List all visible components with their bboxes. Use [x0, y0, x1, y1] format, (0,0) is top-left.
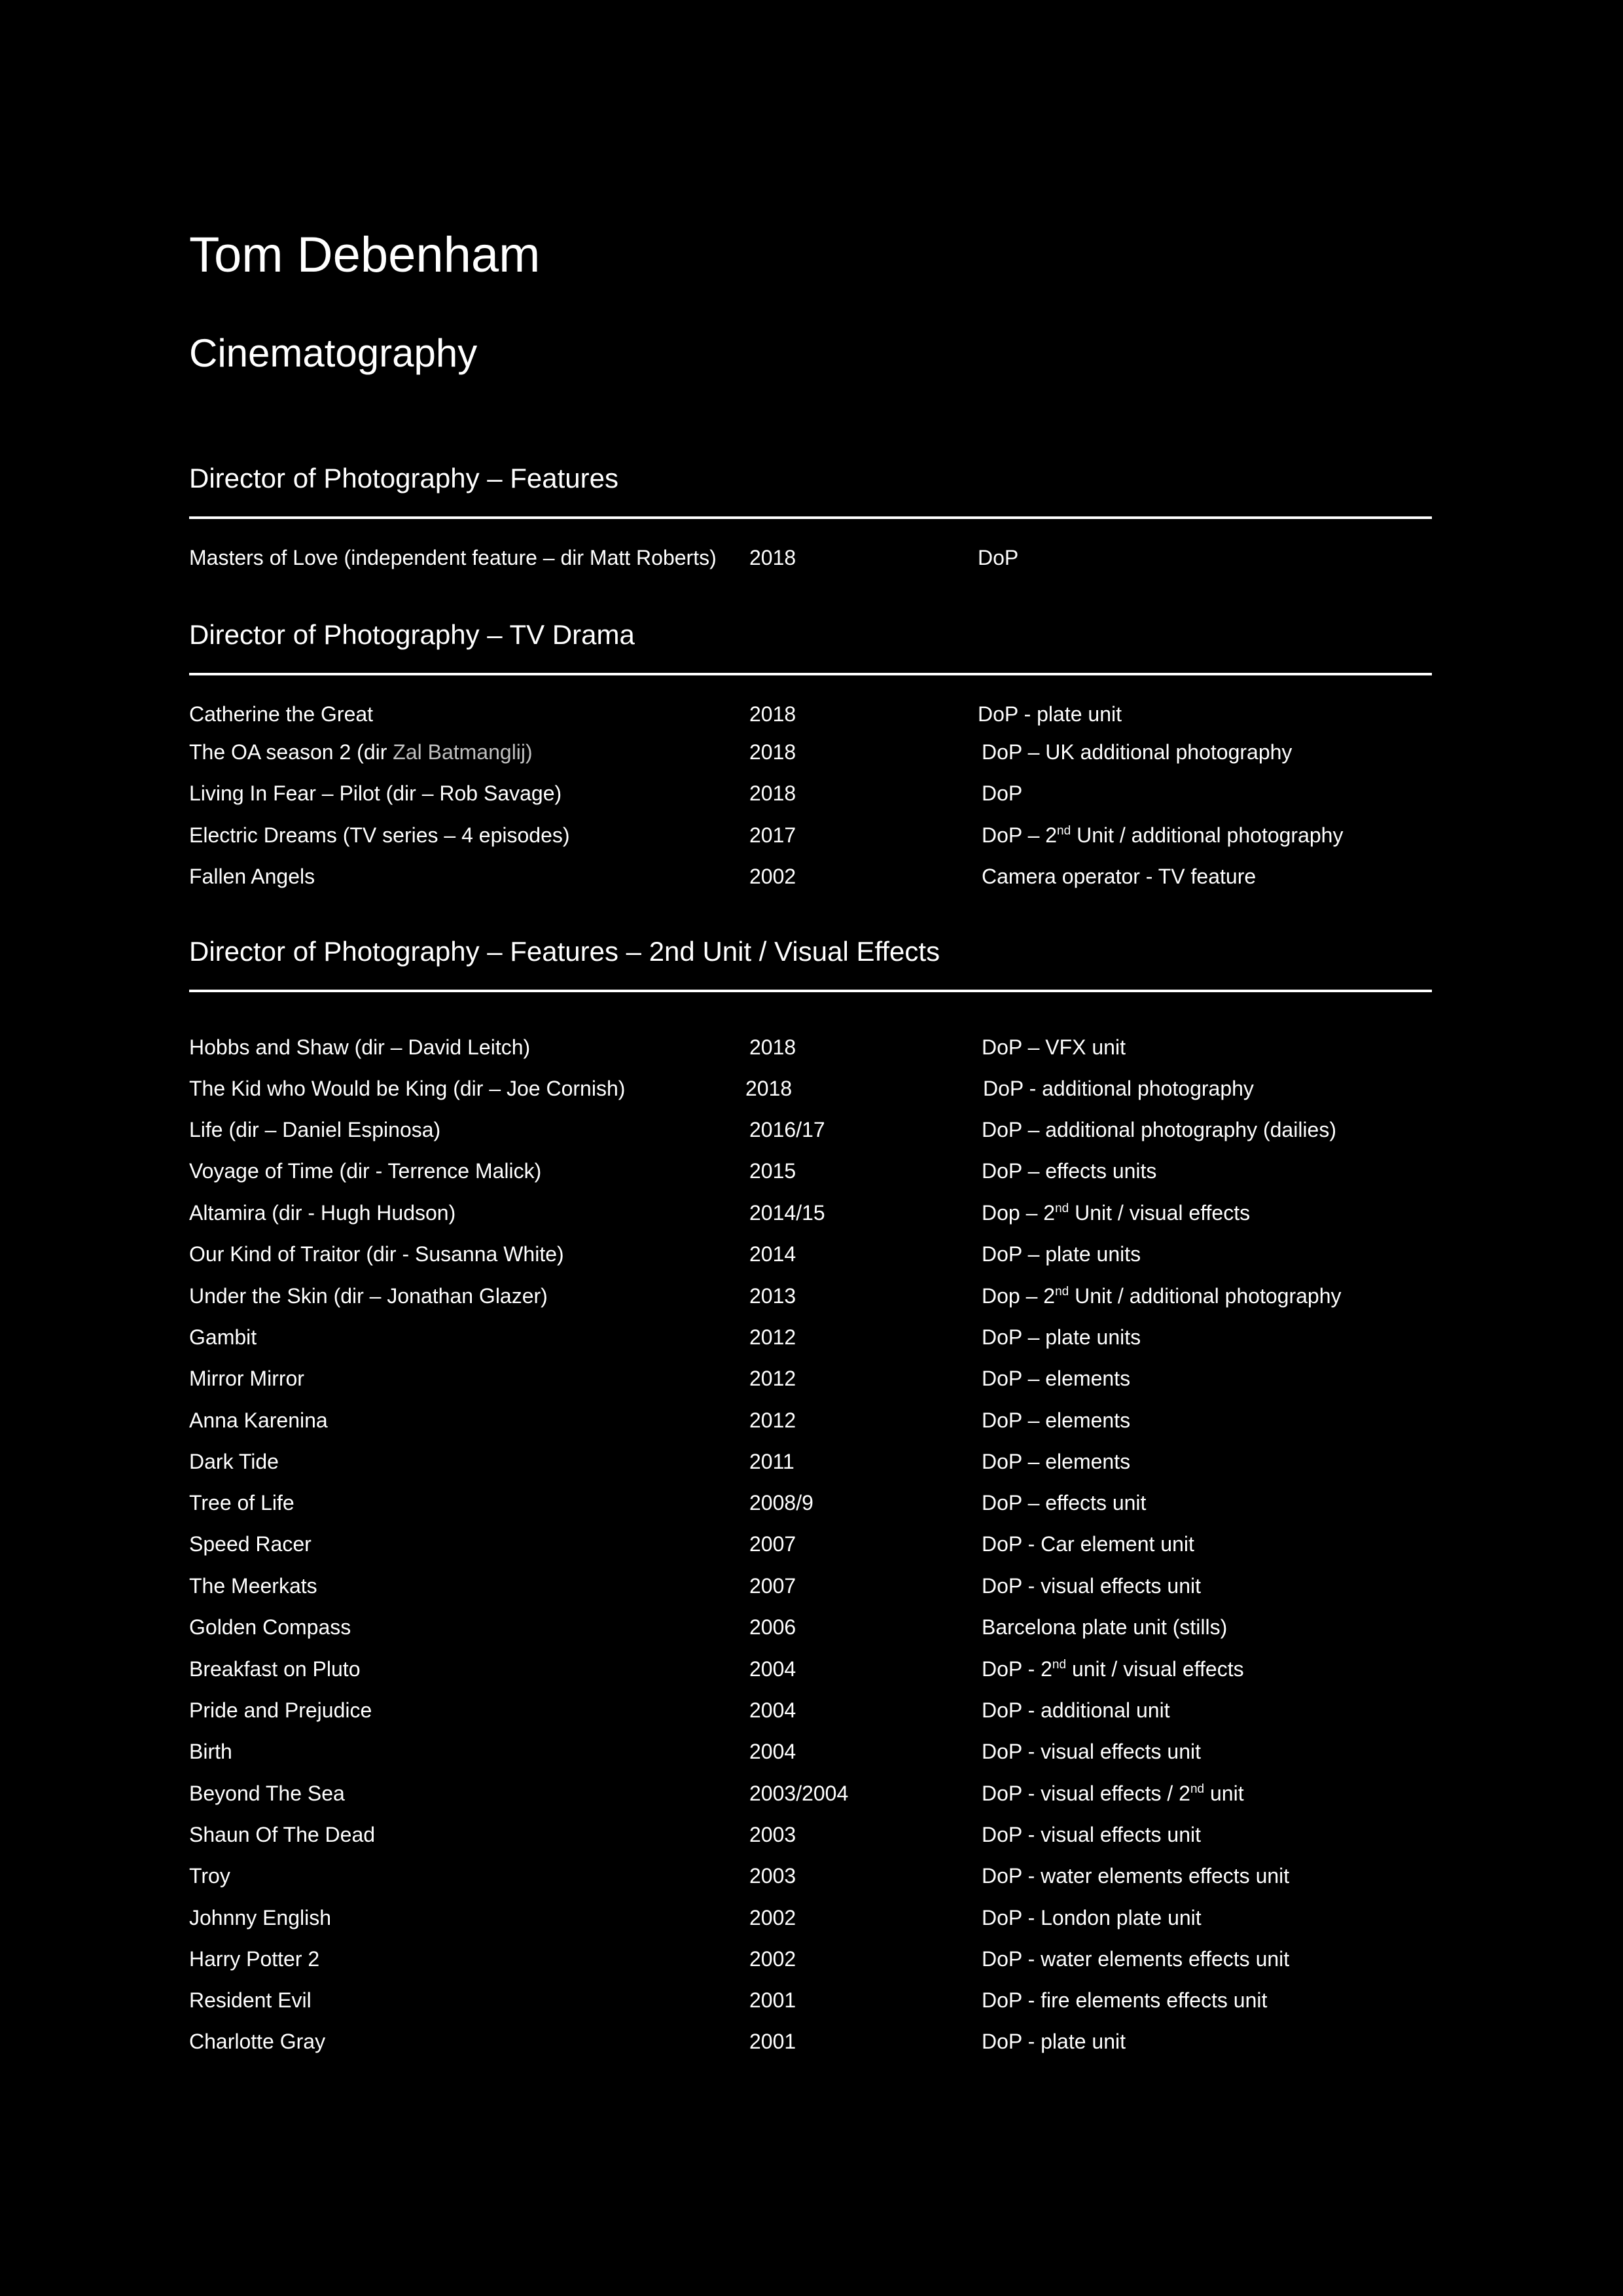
credit-year: 2018 [749, 702, 796, 726]
credit-year: 2003 [749, 1823, 796, 1846]
credit-role: DoP - water elements effects unit [982, 1864, 1290, 1888]
credit-title: Fallen Angels [189, 865, 315, 888]
credit-title: Johnny English [189, 1906, 332, 1929]
credit-year: 2002 [749, 865, 796, 888]
credit-role [982, 1200, 1250, 1226]
credit-title: Pride and Prejudice [189, 1698, 372, 1722]
credit-role: Camera operator - TV feature [982, 865, 1257, 888]
credit-title: Dark Tide [189, 1450, 279, 1473]
credit-title: Voyage of Time (dir - Terrence Malick) [189, 1159, 542, 1183]
credit-title: Breakfast on Pluto [189, 1657, 361, 1681]
credit-role-text: Dop – 2 [982, 1284, 1056, 1308]
credit-year: 2012 [749, 1367, 796, 1390]
credit-row [189, 739, 1432, 765]
credit-year: 2018 [749, 781, 796, 805]
credit-row [189, 1573, 1432, 1599]
credit-row [189, 1946, 1432, 1972]
credit-row [189, 1738, 1432, 1765]
credit-role: DoP - water elements effects unit [982, 1947, 1290, 1971]
credit-role: DoP – plate units [982, 1325, 1141, 1349]
ordinal-suffix: nd [1190, 1782, 1205, 1796]
credit-role: DoP – plate units [982, 1242, 1141, 1266]
credit-role: DoP - visual effects unit [982, 1823, 1201, 1846]
page-title: Tom Debenham [189, 227, 541, 283]
credit-title: The Meerkats [189, 1574, 317, 1598]
credit-role-text: Unit / additional photography [1071, 823, 1344, 847]
credit-role: Barcelona plate unit (stills) [982, 1615, 1228, 1639]
credit-role-text: Unit / additional photography [1069, 1284, 1342, 1308]
credit-year: 2007 [749, 1574, 796, 1598]
credit-title: The Kid who Would be King (dir – Joe Cornish) [189, 1077, 626, 1100]
section-heading: Director of Photography – TV Drama [189, 619, 635, 650]
credit-row [189, 1448, 1432, 1475]
credit-role: DoP - plate unit [978, 702, 1122, 726]
credit-role: DoP - plate unit [982, 2030, 1126, 2053]
credit-role: DoP - visual effects unit [982, 1740, 1201, 1763]
credit-row [189, 822, 1432, 848]
credit-year: 2001 [749, 1988, 796, 2012]
credit-role: DoP [982, 781, 1023, 805]
credit-year: 2015 [749, 1159, 796, 1183]
credit-role: DoP – VFX unit [982, 1035, 1126, 1059]
credit-row [189, 1283, 1432, 1309]
credit-role: DoP - London plate unit [982, 1906, 1202, 1929]
section-divider [189, 990, 1432, 992]
credit-role-text: unit / visual effects [1066, 1657, 1244, 1681]
credit-year: 2004 [749, 1698, 796, 1722]
credit-row [189, 1034, 1432, 1060]
credit-year: 2004 [749, 1740, 796, 1763]
credit-year: 2012 [749, 1325, 796, 1349]
credit-title: Harry Potter 2 [189, 1947, 320, 1971]
credit-role: DoP - fire elements effects unit [982, 1988, 1268, 2012]
credit-role: DoP – effects units [982, 1159, 1157, 1183]
credit-row [189, 1075, 1432, 1102]
credit-row [189, 1324, 1432, 1350]
credit-role [982, 1283, 1342, 1309]
credit-row [189, 1987, 1432, 2013]
credit-year: 2002 [749, 1906, 796, 1929]
credit-title: Birth [189, 1740, 232, 1763]
credit-year: 2016/17 [749, 1118, 825, 1141]
credit-year: 2001 [749, 2030, 796, 2053]
credit-title: Our Kind of Traitor (dir - Susanna White) [189, 1242, 564, 1266]
page-subtitle: Cinematography [189, 331, 478, 375]
credit-title: Troy [189, 1864, 230, 1888]
credit-title: Gambit [189, 1325, 257, 1349]
credit-role: DoP - Car element unit [982, 1532, 1194, 1556]
credit-year: 2018 [749, 546, 796, 569]
credit-role: DoP – effects unit [982, 1491, 1147, 1515]
credit-row [189, 1780, 1432, 1806]
credit-year: 2018 [749, 1035, 796, 1059]
credit-row [189, 1614, 1432, 1640]
section-divider [189, 673, 1432, 675]
credit-year: 2003 [749, 1864, 796, 1888]
credit-role: DoP – UK additional photography [982, 740, 1293, 764]
credit-title: Tree of Life [189, 1491, 294, 1515]
credit-role: DoP - additional unit [982, 1698, 1170, 1722]
credit-year: 2018 [745, 1077, 793, 1100]
credit-title: Living In Fear – Pilot (dir – Rob Savage) [189, 781, 562, 805]
credit-title: Resident Evil [189, 1988, 312, 2012]
credit-title: Charlotte Gray [189, 2030, 326, 2053]
credit-role: DoP – elements [982, 1367, 1131, 1390]
ordinal-suffix: nd [1055, 1202, 1069, 1215]
credit-year: 2012 [749, 1408, 796, 1432]
section-divider [189, 516, 1432, 519]
credit-title: Masters of Love (independent feature – dir Matt Roberts) [189, 546, 717, 569]
ordinal-suffix: nd [1052, 1658, 1067, 1672]
credit-year: 2013 [749, 1284, 796, 1308]
credit-row [189, 1365, 1432, 1391]
credit-title: Altamira (dir - Hugh Hudson) [189, 1201, 456, 1225]
credit-role-text: unit [1204, 1782, 1244, 1805]
credit-year: 2014 [749, 1242, 796, 1266]
credit-year: 2017 [749, 823, 796, 847]
credit-role [982, 1780, 1244, 1806]
credit-row [189, 1905, 1432, 1931]
credit-title: Beyond The Sea [189, 1782, 345, 1805]
credit-row [189, 1863, 1432, 1889]
credit-title: Shaun Of The Dead [189, 1823, 376, 1846]
section-2nd-unit-vfx [189, 938, 1432, 965]
credit-row [189, 1490, 1432, 1516]
credit-role-text: DoP - 2 [982, 1657, 1052, 1681]
credit-role [982, 822, 1343, 848]
credit-role-text: Dop – 2 [982, 1201, 1056, 1225]
credit-year: 2003/2004 [749, 1782, 849, 1805]
credit-title: Mirror Mirror [189, 1367, 304, 1390]
section-features [189, 465, 1432, 492]
credit-title: Under the Skin (dir – Jonathan Glazer) [189, 1284, 548, 1308]
credit-year: 2014/15 [749, 1201, 825, 1225]
credit-role-text: Unit / visual effects [1069, 1201, 1251, 1225]
credit-role: DoP - additional photography [983, 1077, 1254, 1100]
credit-title: Golden Compass [189, 1615, 351, 1639]
credit-year: 2006 [749, 1615, 796, 1639]
credit-role: DoP – elements [982, 1450, 1131, 1473]
ordinal-suffix: nd [1057, 824, 1071, 838]
credit-title: Speed Racer [189, 1532, 312, 1556]
credit-title: Hobbs and Shaw (dir – David Leitch) [189, 1035, 531, 1059]
credit-year: 2008/9 [749, 1491, 813, 1515]
credit-title: Electric Dreams (TV series – 4 episodes) [189, 823, 570, 847]
credit-row [189, 1531, 1432, 1557]
credit-row [189, 1241, 1432, 1267]
credit-title-main: The OA season 2 (dir [189, 740, 393, 764]
credit-row [189, 863, 1432, 889]
credit-row [189, 1200, 1432, 1226]
credit-row [189, 1117, 1432, 1143]
credit-year: 2007 [749, 1532, 796, 1556]
credit-row [189, 1821, 1432, 1848]
credit-row [189, 780, 1432, 806]
credit-row [189, 545, 1432, 571]
section-heading: Director of Photography – Features [189, 463, 619, 493]
credit-year: 2011 [749, 1450, 794, 1473]
credit-row [189, 1158, 1432, 1184]
credit-director: Zal Batmanglij) [393, 740, 533, 764]
credit-role: DoP – additional photography (dailies) [982, 1118, 1336, 1141]
credit-role: DoP – elements [982, 1408, 1131, 1432]
credit-title: Anna Karenina [189, 1408, 328, 1432]
credit-row [189, 701, 1432, 727]
credit-row [189, 1656, 1432, 1682]
credit-role [982, 1656, 1244, 1682]
credit-role-text: DoP – 2 [982, 823, 1058, 847]
credit-role: DoP - visual effects unit [982, 1574, 1201, 1598]
credit-role-text: DoP - visual effects / 2 [982, 1782, 1190, 1805]
credit-year: 2002 [749, 1947, 796, 1971]
credit-row [189, 1407, 1432, 1433]
credit-year: 2018 [749, 740, 796, 764]
credit-row [189, 1697, 1432, 1723]
ordinal-suffix: nd [1055, 1285, 1069, 1299]
credit-row [189, 2028, 1432, 2054]
section-heading: Director of Photography – Features – 2nd Unit / Visual Effects [189, 936, 940, 967]
credit-year: 2004 [749, 1657, 796, 1681]
credit-title: Catherine the Great [189, 702, 374, 726]
credit-title [189, 739, 533, 765]
credit-title: Life (dir – Daniel Espinosa) [189, 1118, 441, 1141]
credit-role: DoP [978, 546, 1019, 569]
section-tv-drama [189, 621, 1432, 649]
